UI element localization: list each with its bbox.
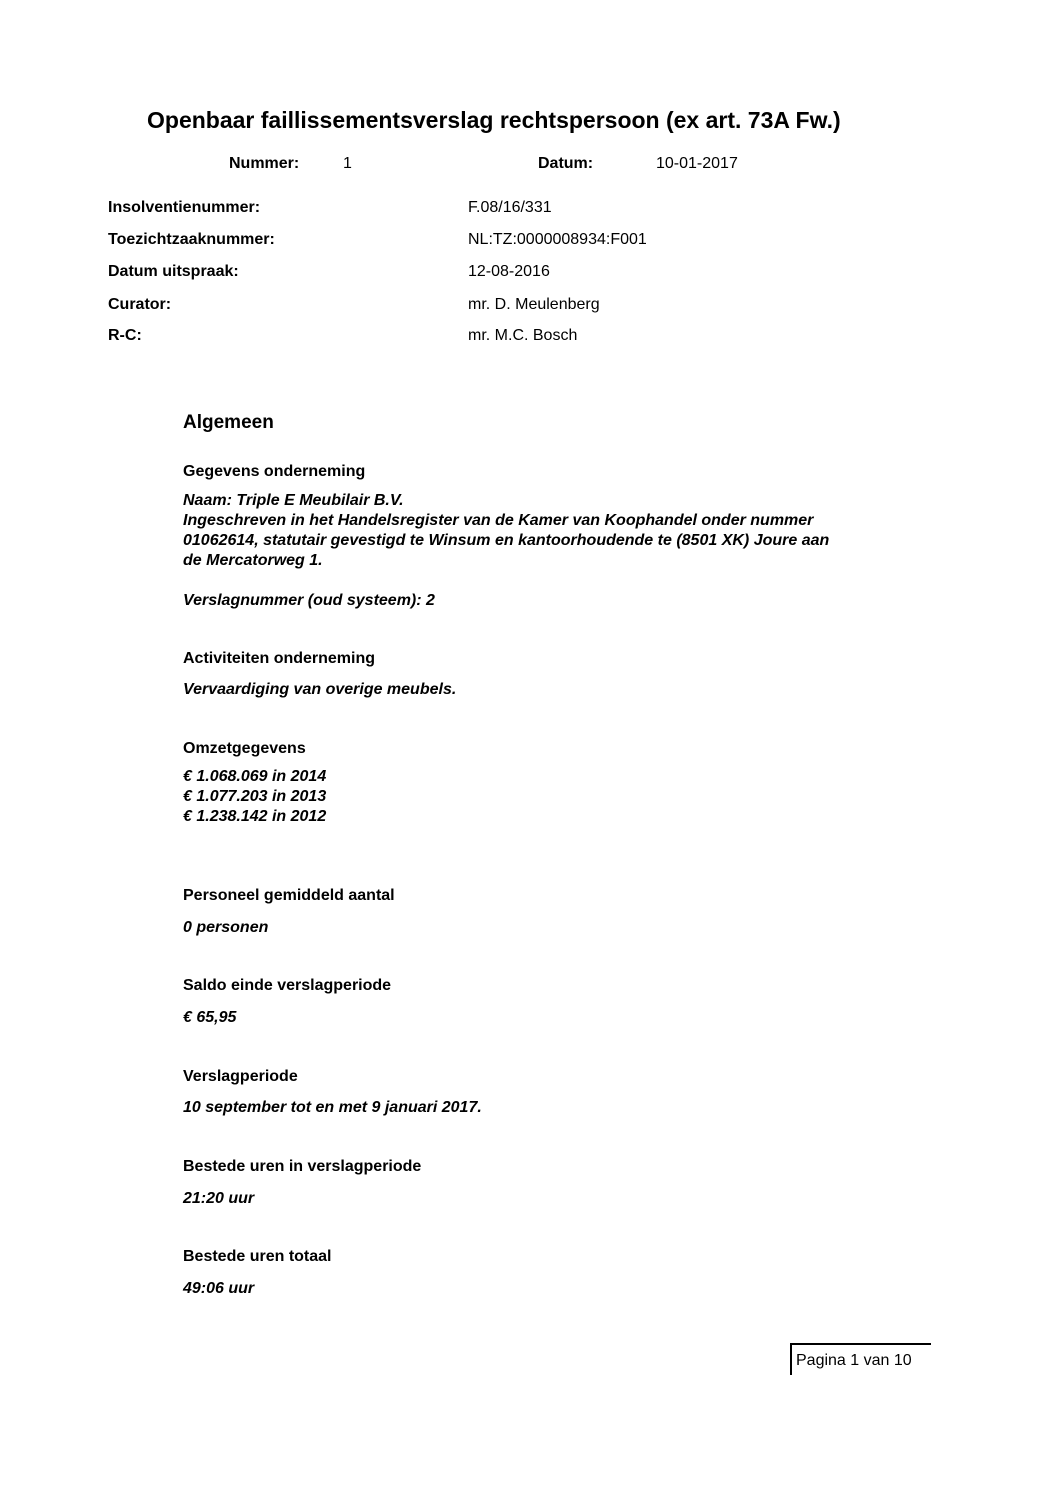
- curator-value: mr. D. Meulenberg: [468, 296, 600, 313]
- personeel-heading: Personeel gemiddeld aantal: [183, 887, 395, 904]
- verslagperiode-heading: Verslagperiode: [183, 1068, 298, 1085]
- uren-periode-text: 21:20 uur: [183, 1190, 255, 1207]
- nummer-label: Nummer:: [229, 155, 300, 172]
- datum-label: Datum:: [538, 155, 594, 172]
- saldo-text: € 65,95: [183, 1009, 237, 1026]
- activiteiten-text: Vervaardiging van overige meubels.: [183, 681, 457, 698]
- curator-label: Curator:: [108, 296, 172, 313]
- datum-uitspraak-label: Datum uitspraak:: [108, 263, 239, 280]
- verslagnummer-text: Verslagnummer (oud systeem): 2: [183, 592, 435, 609]
- uren-totaal-heading: Bestede uren totaal: [183, 1248, 332, 1265]
- datum-value: 10-01-2017: [656, 155, 738, 172]
- datum-uitspraak-value: 12-08-2016: [468, 263, 550, 280]
- omzet-line: € 1.238.142 in 2012: [183, 808, 327, 825]
- gegevens-line: de Mercatorweg 1.: [183, 552, 323, 569]
- uren-totaal-text: 49:06 uur: [183, 1280, 255, 1297]
- omzet-lines: [183, 767, 326, 827]
- gegevens-line: 01062614, statutair gevestigd te Winsum en kantoorhoudende te (8501 XK) Joure aan: [183, 532, 830, 549]
- omzet-line: € 1.077.203 in 2013: [183, 788, 327, 805]
- gegevens-line: Naam: Triple E Meubilair B.V.: [183, 492, 404, 509]
- gegevens-heading: Gegevens onderneming: [183, 463, 366, 480]
- omzet-line: € 1.068.069 in 2014: [183, 768, 327, 785]
- toezichtzaaknummer-value: NL:TZ:0000008934:F001: [468, 231, 647, 248]
- insolventienummer-value: F.08/16/331: [468, 199, 552, 216]
- rc-label: R-C:: [108, 327, 142, 344]
- uren-periode-heading: Bestede uren in verslagperiode: [183, 1158, 422, 1175]
- nummer-value: 1: [343, 155, 352, 172]
- gegevens-text: [183, 491, 829, 571]
- verslagperiode-text: 10 september tot en met 9 januari 2017.: [183, 1099, 482, 1116]
- gegevens-line: Ingeschreven in het Handelsregister van de Kamer van Koophandel onder nummer: [183, 512, 814, 529]
- toezichtzaaknummer-label: Toezichtzaaknummer:: [108, 231, 275, 248]
- page-number: Pagina 1 van 10: [796, 1352, 912, 1369]
- omzet-heading: Omzetgegevens: [183, 740, 306, 757]
- saldo-heading: Saldo einde verslagperiode: [183, 977, 392, 994]
- insolventienummer-label: Insolventienummer:: [108, 199, 261, 216]
- activiteiten-heading: Activiteiten onderneming: [183, 650, 376, 667]
- personeel-text: 0 personen: [183, 919, 269, 936]
- section-heading-algemeen: Algemeen: [183, 412, 274, 433]
- page-number-box: [790, 1343, 931, 1375]
- rc-value: mr. M.C. Bosch: [468, 327, 578, 344]
- page-title: Openbaar faillissementsverslag rechtspersoon (ex art. 73A Fw.): [147, 107, 841, 133]
